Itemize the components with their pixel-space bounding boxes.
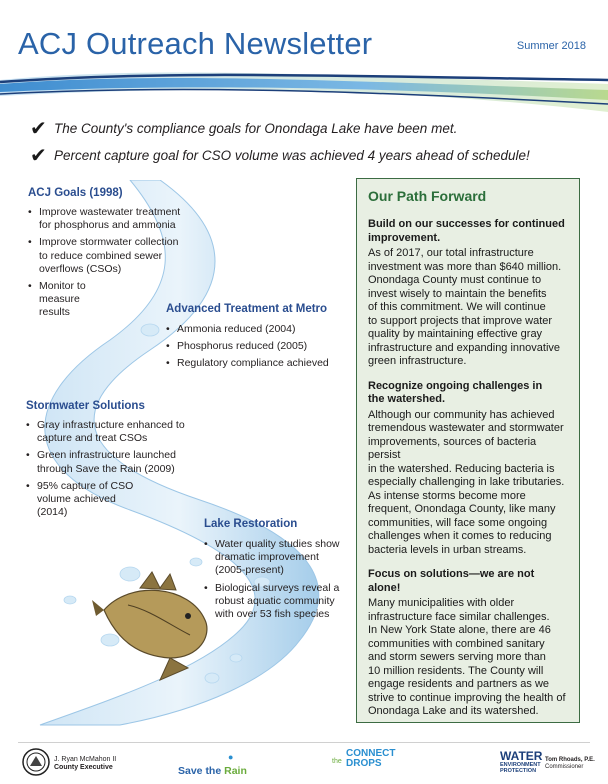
lake-item: • Water quality studies show dramatic improvement (2005-present) [204,538,354,578]
lake-heading: Lake Restoration [204,518,298,530]
raindrop-icon: ● [228,752,234,762]
path-forward-panel [356,178,580,723]
lake-list [204,538,354,625]
executive-credit: J. Ryan McMahon II County Executive [54,756,117,771]
water-environment-protection-logo: WATER ENVIRONMENT PROTECTION Tom Rhoads, P.E. Commissioner [500,749,595,774]
highlight-cso [30,143,530,168]
panel-section-heading: Recognize ongoing challenges in the watershed. [368,379,543,405]
issue-date: Summer 2018 [516,40,586,52]
footer-divider [18,742,590,743]
goal-item: • Monitor to measure results [28,280,228,320]
checkmark-icon: ✔ [30,118,47,140]
panel-section-heading: Focus on solutions—we are not alone! [368,568,535,594]
highlight-text: Percent capture goal for CSO volume was achieved 4 years ahead of schedule! [54,148,530,163]
stormwater-item: • 95% capture of CSO volume achieved (2014) [26,480,226,520]
lake-item: • Biological surveys reveal a robust aquatic community with over 53 fish species [204,582,354,622]
newsletter-title: ACJ Outreach Newsletter [18,26,373,61]
stormwater-heading: Stormwater Solutions [26,400,145,412]
stormwater-list [26,419,226,523]
panel-section-heading: Build on our successes for continued improvement. [368,218,565,244]
bass-fish-icon [92,572,207,680]
connect-the-drops-logo: CONNECT the DROPS [332,748,396,769]
treatment-item: • Phosphorus reduced (2005) [166,340,346,353]
save-the-rain-logo: ● Save the Rain [178,752,247,777]
highlight-text: The County's compliance goals for Onondaga Lake have been met. [54,121,458,136]
goal-item: • Improve stormwater collection to reduce combined sewer overflows (CSOs) [28,236,228,276]
checkmark-icon: ✔ [30,145,47,167]
panel-title: Our Path Forward [368,188,487,204]
treatment-item: • Ammonia reduced (2004) [166,323,346,336]
goals-heading: ACJ Goals (1998) [28,187,123,199]
goal-item: • Improve wastewater treatment for phosphorus and ammonia [28,206,228,232]
header-wave [0,60,608,112]
stormwater-item: • Gray infrastructure enhanced to capture and treat CSOs [26,419,226,445]
highlight-compliance [30,116,457,141]
panel-section-body: As of 2017, our total infrastructure investment was more than $640 million. Onondaga County must continue to invest wisely to maintain the benefits of this commitment. We will continue to support projects that improve water quality by maintaining effective gray infrastructure and expanding innovative green infrastructure. [368,247,562,367]
county-seal-icon [22,748,50,776]
treatment-heading: Advanced Treatment at Metro [166,303,328,315]
treatment-list [166,323,346,375]
treatment-item: • Regulatory compliance achieved [166,357,346,370]
stormwater-item: • Green infrastructure launched through Save the Rain (2009) [26,449,226,475]
panel-section-body: Although our community has achieved tremendous wastewater and stormwater improvements, sources of bacteria persist in the watershed. Reducing bacteria is especially challenging in lake tributaries. As intense storms become more frequent, Onondaga County, like many communities, will face some ongoing challenges when it comes to reducing bacteria levels in urban streams. [368,408,565,556]
panel-section-body: Many municipalities with older infrastructure face similar challenges. In New York State alone, there are 46 communities with combined sanitary and storm sewers serving more than 10 million residents. The County will engage residents and partners as we strive to continue improving the health of Onondaga Lake and its watershed. [368,597,566,717]
